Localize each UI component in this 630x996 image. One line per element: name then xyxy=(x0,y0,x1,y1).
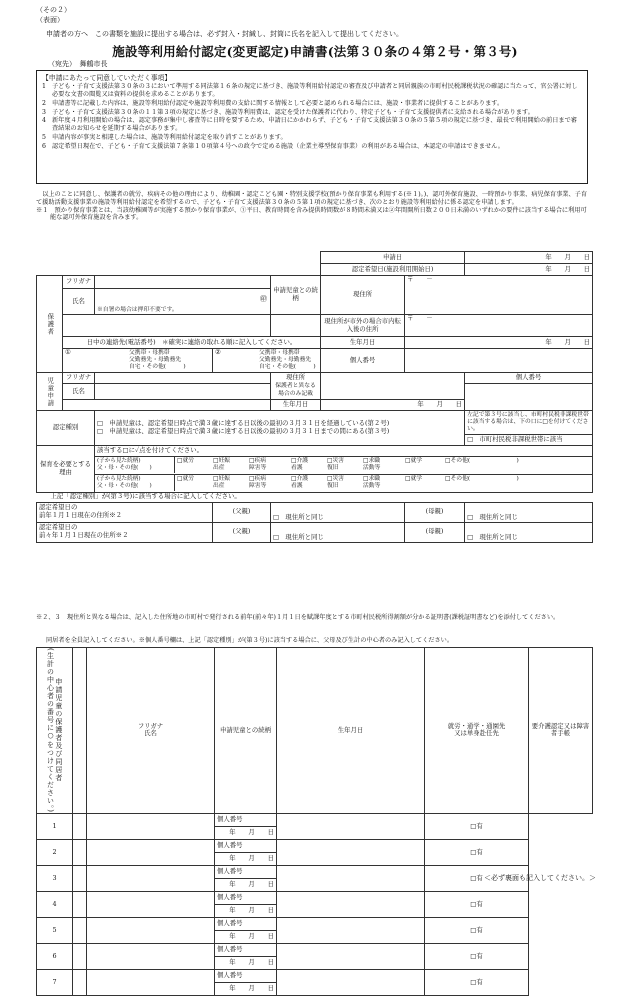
contact-2[interactable] xyxy=(213,349,321,373)
reason-relation[interactable]: (子から見た続柄) 父・母・その他( ) xyxy=(95,457,175,473)
wish-date-field[interactable]: 年 月 日 xyxy=(465,264,593,276)
cohab-mynumber-field[interactable]: 個人番号 xyxy=(215,839,277,852)
contact-1-num: ① xyxy=(65,348,71,356)
contact-1-options: 父携帯・母携帯 父勤務先・母勤務先 自宅・その他( ) xyxy=(129,350,186,370)
cohab-name-field[interactable] xyxy=(73,891,87,917)
reason-option[interactable]: □就労 xyxy=(177,476,195,483)
guardian-name-field[interactable] xyxy=(95,289,271,315)
cert-exempt-checkbox[interactable]: □ 市町村民税非課税世帯に該当 xyxy=(465,434,592,445)
contact-2-num: ② xyxy=(215,348,221,356)
cohab-work-field[interactable] xyxy=(277,969,425,995)
addressee-name: 舞鶴市長 xyxy=(79,60,108,68)
cohab-header-care: 要介護認定又は障害者手帳 xyxy=(529,648,593,814)
cohab-work-field[interactable] xyxy=(277,813,425,839)
consent-item-text: 申請内容が事実と相違した場合は、施設等利用給付認定を取り消すことがあります。 xyxy=(52,133,287,141)
consent-item-text: 子ども・子育て支援法第３０条の３において準用する同法第１６条の規定に基づき、施設等利用給付認定の審査及び申請者と同居親族の市町村民税課税状況の確認に当たって、官公署に対し必要な文書の閲覧又は資料の提供を求めることがあります。 xyxy=(52,83,578,99)
prev-addr-2-mother: (母親) xyxy=(405,522,465,542)
reason-row-1[interactable] xyxy=(95,456,593,474)
consent-item-number: 6 xyxy=(42,142,46,150)
cohab-care-field[interactable]: □有 xyxy=(425,813,529,839)
cohab-mynumber-field[interactable]: 個人番号 xyxy=(215,969,277,982)
cohab-name-field[interactable] xyxy=(73,813,87,839)
guardian-birth-field[interactable]: 年 月 日 xyxy=(405,337,593,349)
addressee-label: （宛先） xyxy=(48,60,73,68)
consent-item-number: 4 xyxy=(42,117,46,125)
reason-option[interactable]: □就学 xyxy=(405,476,423,483)
cohab-name-field[interactable] xyxy=(73,839,87,865)
contact-label: 日中の連絡先(電話番号) ＊確実に連絡の取れる順に記入してください。 xyxy=(63,337,321,349)
cohab-mynumber-field[interactable]: 個人番号 xyxy=(215,891,277,904)
reason-option[interactable]: □就学 xyxy=(405,458,423,465)
child-address-title: 現住所 xyxy=(285,373,306,382)
consent-box xyxy=(36,70,588,184)
guardian-furigana-field[interactable] xyxy=(95,276,271,289)
cohab-row-number[interactable]: 1 xyxy=(37,813,73,839)
cohab-care-field[interactable]: □有 xyxy=(425,839,529,865)
reason-option[interactable]: □就労 xyxy=(177,458,195,465)
cohab-birth-field[interactable]: 年 月 日 xyxy=(215,956,277,969)
cohab-care-field[interactable]: □有 xyxy=(425,891,529,917)
cohab-side-label: (生計の中心者の番号に○をつけてください。) xyxy=(46,648,55,813)
intro-section xyxy=(36,191,592,222)
cohab-work-field[interactable] xyxy=(277,943,425,969)
guardian-blank xyxy=(63,315,271,337)
footnote-1: ※１ 預かり保育事業とは、当該幼稚園等が実施する預かり保育事業が、①平日、教育時間を含み提供時間数が８時間未満又は②年間開所日数２００日未満のいずれかの要件に該当する場合に利用可能な認可外保育施設を含みます。 xyxy=(36,206,587,222)
cohab-header-furigana: フリガナ xyxy=(137,721,164,730)
footer-note: ＜必ず裏面も記入してください。＞ xyxy=(484,874,596,882)
apply-date-field[interactable]: 年 月 日 xyxy=(465,252,593,264)
consent-item xyxy=(42,143,582,151)
other-city-field[interactable]: 〒 － xyxy=(405,315,593,337)
guardian-mynumber-field[interactable] xyxy=(405,349,593,373)
guardian-relation-label: 申請児童との続柄 xyxy=(271,276,321,315)
cohab-header-name xyxy=(87,648,215,814)
reason-option[interactable]: □その他( ) xyxy=(445,458,519,465)
reason-option[interactable]: □介護 看護 xyxy=(291,476,309,490)
prev-addr-2-father-same[interactable]: □ 現住所と同じ xyxy=(271,522,405,542)
child-address-label xyxy=(271,373,321,400)
cohab-relation-field[interactable] xyxy=(87,943,215,969)
cohab-row-number[interactable]: 4 xyxy=(37,891,73,917)
footnote-2: ※２、３ 現住所と異なる場合は、記入した住所地の市町村で発行される前年(前々年)１月１日を賦課年度とする市町村民税所得割額が分かる証明書(課税証明書など)を添付してください。 xyxy=(36,614,560,621)
consent-item-number: 1 xyxy=(42,83,46,91)
consent-heading: 【申請にあたって同意していただく事項】 xyxy=(42,74,172,82)
addressee xyxy=(48,60,108,69)
cert-type-options[interactable] xyxy=(95,411,465,446)
wish-date-label: 認定希望日(施設利用開始日) xyxy=(321,264,465,276)
other-city-label: 現住所が市外の場合市内転入後の住所 xyxy=(321,315,405,337)
child-birth-label: 生年月日 xyxy=(271,400,321,411)
consent-item-number: 5 xyxy=(42,133,46,141)
child-address-note: 保護者と異なる場合のみ記載 xyxy=(275,382,316,397)
reason-option[interactable]: □妊娠 出産 xyxy=(213,476,231,490)
guardian-address-field[interactable]: 〒 － xyxy=(405,276,593,315)
cohab-birth-field[interactable]: 年 月 日 xyxy=(215,878,277,891)
child-mynumber-label: 個人番号 xyxy=(465,373,593,384)
application-table xyxy=(36,251,593,543)
side-label: （表面） xyxy=(36,16,64,24)
cohab-birth-field[interactable]: 年 月 日 xyxy=(215,904,277,917)
cohab-name-field[interactable] xyxy=(73,969,87,995)
cert-type-label: 認定種別 xyxy=(37,411,95,446)
reason-option[interactable]: □求職 活動等 xyxy=(363,476,381,490)
cohab-header-work: 就労・通学・通園先 又は単身赴任先 xyxy=(425,648,529,814)
reason-option[interactable]: □災害 復旧 xyxy=(327,476,345,490)
prev-addr-2-father: (父親) xyxy=(213,522,271,542)
reason-row-2[interactable] xyxy=(95,474,593,492)
reason-relation[interactable]: (子から見た続柄) 父・母・その他( ) xyxy=(95,475,175,491)
cohab-work-field[interactable] xyxy=(277,839,425,865)
child-name-field[interactable] xyxy=(95,384,271,400)
seal-note: ※自署の場合は押印不要です。 xyxy=(97,307,178,314)
prev-addr-1-label: 認定希望日の 前年１月１日現在の住所※２ xyxy=(37,502,213,522)
contact-2-options: 父携帯・母携帯 父勤務先・母勤務先 自宅・その他( ) xyxy=(259,350,316,370)
cohab-relation-field[interactable] xyxy=(87,839,215,865)
guardian-relation-field[interactable] xyxy=(271,315,321,337)
cert-option-2[interactable]: □ 申請児童は、認定希望日時点で満３歳に達する日以後の最初の３月３１日を経過している(第２号) xyxy=(97,419,390,428)
consent-item xyxy=(42,83,582,99)
reason-label: 保育を必要とする理由 xyxy=(37,445,95,492)
no3-note: 上記「認定種別」が(第３号)に該当する場合に記入してください。 xyxy=(50,492,241,501)
guardian-furigana-label: フリガナ xyxy=(63,276,95,289)
reason-option[interactable]: □災害 復旧 xyxy=(327,458,345,472)
consent-item-number: 3 xyxy=(42,108,46,116)
child-address-field[interactable] xyxy=(321,373,465,400)
guardian-name-label: 氏名 xyxy=(63,289,95,315)
cohab-relation-field[interactable] xyxy=(87,917,215,943)
cohab-relation-field[interactable] xyxy=(87,969,215,995)
cohab-header-relation: 申請児童との続柄 xyxy=(215,648,277,814)
child-birth-field[interactable]: 年 月 日 xyxy=(321,400,465,411)
cohab-instruction: 同居者を全員記入してください。※個人番号欄は、上記「認定種別」が(第３号)に該当する場合に、父母及び生計の中心者のみ記入してください。 xyxy=(46,637,454,644)
contact-1[interactable] xyxy=(63,349,213,373)
cert-exempt-note: 左記で第３号に該当し、市町村民税非課税世帯に該当する場合は、下の口に□を付けてください。 xyxy=(467,412,589,432)
child-label: 児童申請 xyxy=(37,373,63,411)
cohab-care-field[interactable]: □有 xyxy=(425,917,529,943)
cohab-relation-field[interactable] xyxy=(87,813,215,839)
cohab-mynumber-field[interactable]: 個人番号 xyxy=(215,917,277,930)
child-furigana-field[interactable] xyxy=(95,373,271,384)
cohab-care-field[interactable]: □有 xyxy=(425,969,529,995)
cohab-relation-field[interactable] xyxy=(87,891,215,917)
consent-item xyxy=(42,100,582,108)
guardian-mynumber-label: 個人番号 xyxy=(321,349,405,373)
consent-item xyxy=(42,134,582,142)
reason-option[interactable]: □疾病 障害等 xyxy=(249,458,267,472)
cert-option-3[interactable]: □ 申請児童は、認定希望日時点で満３歳に達する日以後の最初の３月３１日までの間にある(第３号) xyxy=(97,426,390,435)
cohab-birth-field[interactable]: 年 月 日 xyxy=(215,852,277,865)
cohab-name-field[interactable] xyxy=(73,943,87,969)
cohab-row-number[interactable]: 3 xyxy=(37,865,73,891)
reason-option[interactable]: □求職 活動等 xyxy=(363,458,381,472)
cohab-side xyxy=(37,648,73,814)
consent-item xyxy=(42,117,582,133)
cohabitant-table xyxy=(36,647,593,996)
intro-paragraph: 以上のことに同意し、保護者の就労、疾病その他の理由により、幼稚園・認定こども園・特別支援学校(預かり保育事業も利用する(※１)。)、認可外保育施設、一時預かり事業、病児保育事業、子育て援助活動支援事業の施設等利用給付認定を希望するので、子ども・子育て支援法第３０条の５第１項の規定に基づき、次のとおり施設等利用給付に係る認定を申請します。 xyxy=(36,191,588,206)
cohab-row-number[interactable]: 5 xyxy=(37,917,73,943)
guardian-label: 保護者 xyxy=(37,276,63,373)
guardian-birth-label: 生年月日 xyxy=(321,337,405,349)
prev-addr-2-mother-same[interactable]: □ 現住所と同じ xyxy=(465,522,593,542)
guardian-address-label: 現住所 xyxy=(321,276,405,315)
cohab-name-field[interactable] xyxy=(73,917,87,943)
child-name-label: 氏名 xyxy=(63,384,95,400)
consent-item-number: 2 xyxy=(42,99,46,107)
cohab-mynumber-field[interactable]: 個人番号 xyxy=(215,865,277,878)
child-furigana-label: フリガナ xyxy=(63,373,95,384)
submission-notice: 申請者の方へ この書類を施設に提出する場合は、必ず封入・封緘し、封筒に氏名を記入して提出してください。 xyxy=(46,30,403,38)
cohab-row-number[interactable]: 2 xyxy=(37,839,73,865)
consent-item-text: 申請書等に記載した内容は、施設等利用給付認定や施設等利用費の支給に関する情報として必要と認められる場合には、施設・事業者に提供することがあります。 xyxy=(52,99,504,107)
cohab-side-label-2: 申請児童の保護者及び同居者 xyxy=(54,678,63,783)
cohab-care-field[interactable]: □有 xyxy=(425,943,529,969)
cohab-row-number[interactable]: 7 xyxy=(37,969,73,995)
prev-addr-1-mother-same[interactable]: □ 現住所と同じ xyxy=(465,502,593,522)
form-title: 施設等利用給付認定(変更認定)申請書(法第３０条の４第２号・第３号) xyxy=(112,44,518,59)
reason-option[interactable]: □疾病 障害等 xyxy=(249,476,267,490)
prev-addr-1-mother: (母親) xyxy=(405,502,465,522)
prev-addr-1-father: (父親) xyxy=(213,502,271,522)
seal-mark: ㊞ xyxy=(260,295,267,303)
cohab-row-number[interactable]: 6 xyxy=(37,943,73,969)
page-label: （その２） xyxy=(36,6,71,14)
reason-option[interactable]: □妊娠 出産 xyxy=(213,458,231,472)
cohab-mynumber-field[interactable]: 個人番号 xyxy=(215,813,277,826)
child-mynumber-field[interactable] xyxy=(465,384,593,411)
cohab-birth-field[interactable]: 年 月 日 xyxy=(215,826,277,839)
cohab-mynumber-field[interactable]: 個人番号 xyxy=(215,943,277,956)
reason-option[interactable]: □その他( ) xyxy=(445,476,519,483)
cohab-birth-field[interactable]: 年 月 日 xyxy=(215,930,277,943)
cohab-care-field[interactable]: □有 xyxy=(425,865,529,891)
cohab-birth-field[interactable]: 年 月 日 xyxy=(215,982,277,995)
cohab-header-blank xyxy=(73,648,87,814)
consent-item-text: 新年度４月利用開始の場合は、認定事務が集中し審査等に日時を要するため、申請日にかかわらず、子ども・子育て支援法第３０条の５第５項の規定に基づき、最長で利用開始の前日まで審査結果のお知らせを延期する場合があります。 xyxy=(52,117,577,133)
cert-exempt-cell xyxy=(465,411,593,446)
prev-addr-2-label: 認定希望日の 前々年１月１日現在の住所※２ xyxy=(37,522,213,542)
child-blank xyxy=(63,400,271,411)
reason-instruction: 該当する□に✓点を付けてください。 xyxy=(95,445,593,456)
cohab-header-name-text: 氏名 xyxy=(144,729,157,738)
reason-option[interactable]: □介護 看護 xyxy=(291,458,309,472)
consent-item-text: 認定希望日現在で、子ども・子育て支援法第７条第１０項第４号への政令で定める施設（企業主導型保育事業）の利用がある場合は、本認定の申請はできません。 xyxy=(52,142,504,150)
cohab-work-field[interactable] xyxy=(277,917,425,943)
consent-item-text: 子ども・子育て支援法第３０条の１１第３項の規定に基づき、施設等利用費は、認定を受けた保護者に代わり、特定子ども・子育て支援提供者に支給される場合があります。 xyxy=(52,108,534,116)
apply-date-label: 申請日 xyxy=(321,252,465,264)
cohab-header-birth: 生年月日 xyxy=(277,648,425,814)
consent-item xyxy=(42,109,582,117)
cohab-work-field[interactable] xyxy=(277,891,425,917)
prev-addr-1-father-same[interactable]: □ 現住所と同じ xyxy=(271,502,405,522)
